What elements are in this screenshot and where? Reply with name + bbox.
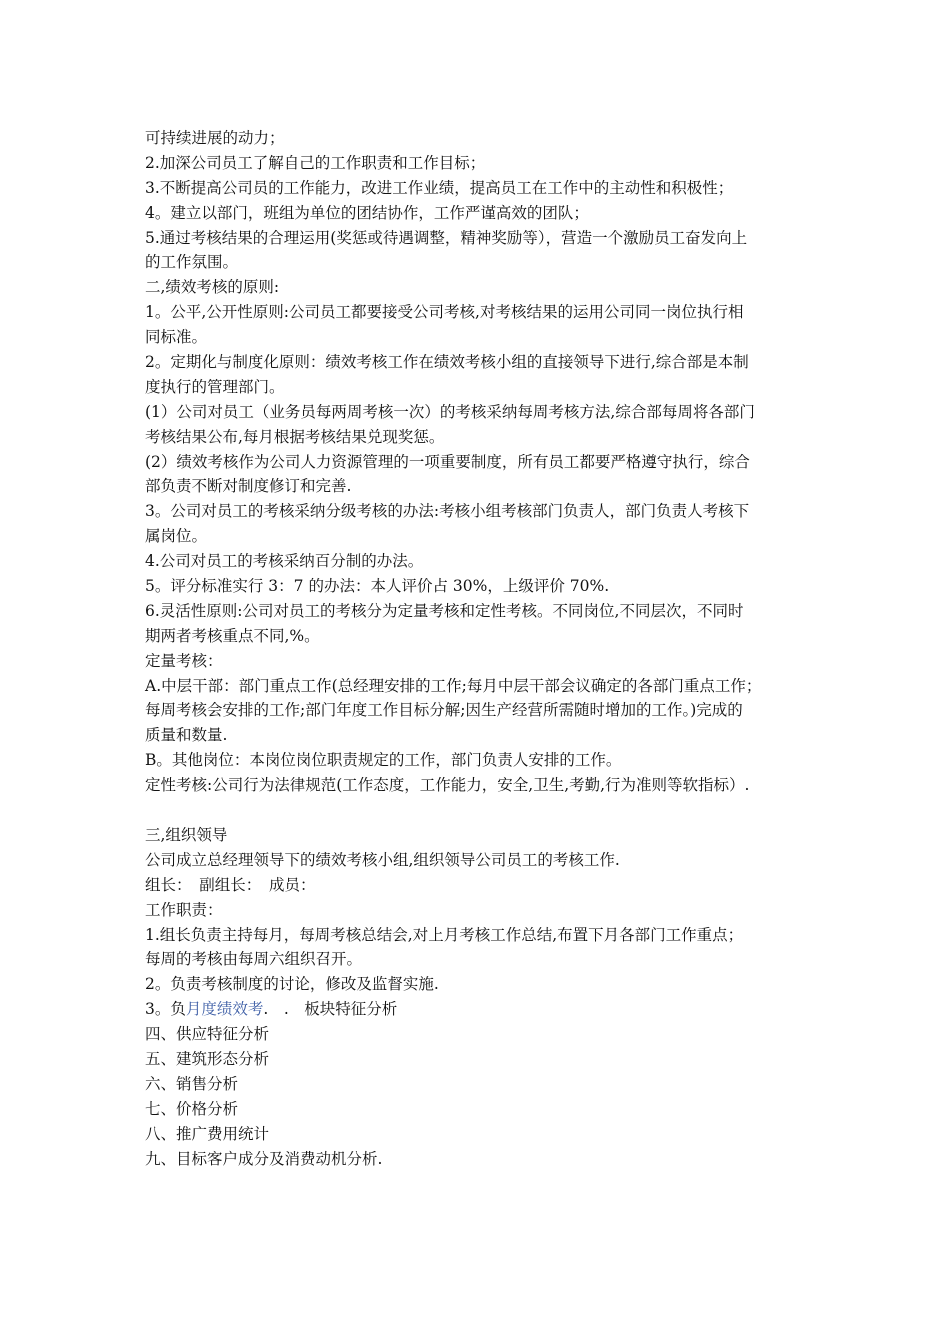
text-line: 质量和数量. [145, 726, 228, 745]
text-line: 每周的考核由每周六组织召开。 [145, 950, 363, 969]
text-line: 2。负责考核制度的讨论，修改及监督实施. [145, 975, 439, 994]
text-line: 1.组长负责主持每月，每周考核总结会,对上月考核工作总结,布置下月各部门工作重点； [145, 925, 744, 944]
line-suffix: . . 板块特征分析 [263, 1000, 398, 1019]
text-line-with-link [145, 997, 820, 1022]
section-heading: 五、建筑形态分析 [145, 1049, 270, 1068]
blank-line [145, 798, 820, 823]
text-line: 的工作氛围。 [145, 253, 239, 272]
text-line: 度执行的管理部门。 [145, 377, 285, 396]
text-line: 3.不断提高公司员的工作能力，改进工作业绩，提高员工在工作中的主动性和积极性； [145, 178, 734, 197]
text-line: 定量考核： [145, 651, 223, 670]
text-line: 6.灵活性原则:公司对员工的考核分为定量考核和定性考核。不同岗位,不同层次，不同时 [145, 601, 744, 620]
text-line: (1）公司对员工（业务员每两周考核一次）的考核采纳每周考核方法,综合部每周将各部门 [145, 402, 755, 421]
section-heading: 三,组织领导 [145, 825, 228, 844]
section-heading: 八、推广费用统计 [145, 1124, 270, 1143]
section-heading: 四、供应特征分析 [145, 1025, 270, 1044]
text-line: 考核结果公布,每月根据考核结果兑现奖惩。 [145, 427, 445, 446]
document-page [145, 126, 820, 1171]
text-line: 公司成立总经理领导下的绩效考核小组,组织领导公司员工的考核工作. [145, 850, 620, 869]
monthly-assessment-link[interactable]: 月度绩效考 [185, 1000, 264, 1019]
text-line: 组长： 副组长： 成员： [145, 875, 316, 894]
text-line: 2。定期化与制度化原则：绩效考核工作在绩效考核小组的直接领导下进行,综合部是本制 [145, 353, 749, 372]
text-line: 2.加深公司员工了解自己的工作职责和工作目标； [145, 153, 486, 172]
text-line: A.中层干部：部门重点工作(总经理安排的工作;每月中层干部会议确定的各部门重点工作； [145, 676, 762, 695]
text-line: 期两者考核重点不同,%。 [145, 626, 320, 645]
section-heading: 二,绩效考核的原则: [145, 278, 280, 297]
text-line: 部负责不断对制度修订和完善. [145, 477, 352, 496]
text-line: 5。评分标准实行 3：7 的办法：本人评价占 30%，上级评价 70%. [145, 577, 610, 596]
text-line: 定性考核:公司行为法律规范(工作态度，工作能力，安全,卫生,考勤,行为准则等软指标）. [145, 776, 750, 795]
text-line: (2）绩效考核作为公司人力资源管理的一项重要制度，所有员工都要严格遵守执行，综合 [145, 452, 750, 471]
text-line: 工作职责： [145, 900, 223, 919]
text-line: 属岗位。 [145, 527, 208, 546]
text-line: 1。公平,公开性原则:公司员工都要接受公司考核,对考核结果的运用公司同一岗位执行相 [145, 303, 744, 322]
text-line: 4。建立以部门，班组为单位的团结协作，工作严谨高效的团队； [145, 203, 589, 222]
text-line: 可持续进展的动力； [145, 129, 285, 147]
text-line: 每周考核会安排的工作;部门年度工作目标分解;因生产经营所需随时增加的工作。)完成的 [145, 701, 743, 720]
section-heading: 七、价格分析 [145, 1099, 239, 1118]
text-line: 3。公司对员工的考核采纳分级考核的办法:考核小组考核部门负责人，部门负责人考核下 [145, 502, 750, 521]
section-heading: 六、销售分析 [145, 1074, 239, 1093]
section-heading: 九、目标客户成分及消费动机分析. [145, 1149, 383, 1168]
line-prefix: 3。负 [145, 1000, 186, 1019]
text-line: 同标准。 [145, 328, 208, 347]
text-line: B。其他岗位：本岗位岗位职责规定的工作，部门负责人安排的工作。 [145, 751, 622, 770]
text-line: 4.公司对员工的考核采纳百分制的办法。 [145, 552, 424, 571]
text-line: 5.通过考核结果的合理运用(奖惩或待遇调整，精神奖励等），营造一个激励员工奋发向上 [145, 228, 748, 247]
